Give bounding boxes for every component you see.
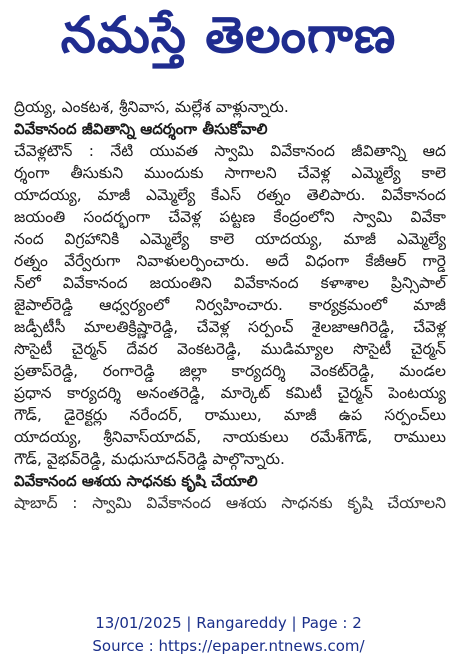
article-text-line: సొసైటీ చైర్మన్ దేవర వెంకటరెడ్డి, ముడిమ్యాల సొసైటీ చైర్మన్	[14, 340, 446, 358]
article-text-line: చేవెళ్లటౌన్ : నేటి యువత స్వామి వివేకానంద జీవితాన్ని ఆద	[14, 142, 446, 160]
article-subheading: వివేకానంద జీవితాన్ని ఆదర్శంగా తీసుకోవాలి	[14, 120, 268, 138]
newspaper-masthead	[0, 0, 457, 82]
article-text-line: యాదయ్య, శ్రీనివాస్‌యాదవ్, నాయకులు రమేశ్‌గౌడ్, రాములు	[14, 428, 446, 446]
article-text-line: రత్నం వేర్వేరుగా నివాళులర్పించారు. అదే విధంగా కేజీఆర్ గార్డె	[14, 252, 446, 270]
article-text-line: ర్శంగా తీసుకుని ముందుకు సాగాలని చేవెళ్ల ఎమ్మెల్యే కాలె	[14, 164, 446, 182]
article-text-line: జడ్పీటీసీ మాలతిక్రిష్ణారెడ్డి, చేవెళ్ల సర్పంచ్ శైలజాఆగిరెడ్డి, చేవెళ్ల	[14, 318, 446, 336]
article-text-line: గౌడ్, డైరెక్టర్లు నరేందర్, రాములు, మాజీ ఉప సర్పంచ్‌లు	[14, 406, 446, 424]
article-body	[14, 96, 446, 594]
article-text-line: ప్రధాన కార్యదర్శి అనంతరెడ్డి, మార్కెట్ కమిటీ చైర్మన్ పెంటయ్య	[14, 384, 446, 402]
article-text-line: నంద విగ్రహానికి ఎమ్మెల్యే కాలె యాదయ్య, మాజీ ఎమ్మెల్యే	[14, 230, 446, 248]
footer-date-edition-page: 13/01/2025 | Rangareddy | Page : 2	[95, 614, 362, 632]
article-subheading: వివేకానంద ఆశయ సాధనకు కృషి చేయాలి	[14, 472, 258, 490]
article-text-line: న్‌లో వివేకానంద జయంతిని వివేకానంద కళాశాల ప్రిన్సిపాల్	[14, 274, 446, 292]
article-text-line: షాబాద్ : స్వామి వివేకానంద ఆశయ సాధనకు కృషి చేయాలని	[14, 494, 446, 512]
article-text-line: ద్రియ్య, ఎంకటశ, శ్రీనివాస, మల్లేశ వాళ్లున్నారు.	[14, 98, 289, 116]
article-text-line: ప్రతాప్‌రెడ్డి, రంగారెడ్డి జిల్లా కార్యదర్శి వెంకట్‌రెడ్డి, మండల	[14, 362, 446, 380]
article-text-line: యాదయ్య, మాజీ ఎమ్మెల్యే కేఎస్ రత్నం తెలిపారు. వివేకానంద	[14, 186, 446, 204]
masthead-title: నమస్తే తెలంగాణ	[60, 5, 397, 64]
article-text-line: గౌడ్, వైభవ్‌రెడ్డి, మధుసూదన్‌రెడ్డి పాల్గొన్నారు.	[14, 450, 285, 468]
footer-source: Source : https://epaper.ntnews.com/	[92, 637, 365, 655]
article-text-line: జైపాల్‌రెడ్డి ఆధ్వర్యంలో నిర్వహించారు. కార్యక్రమంలో మాజీ	[14, 296, 446, 314]
article-text-line: జయంతి సందర్భంగా చేవెళ్ల పట్టణ కేంద్రంలోని స్వామి వివేకా	[14, 208, 446, 226]
